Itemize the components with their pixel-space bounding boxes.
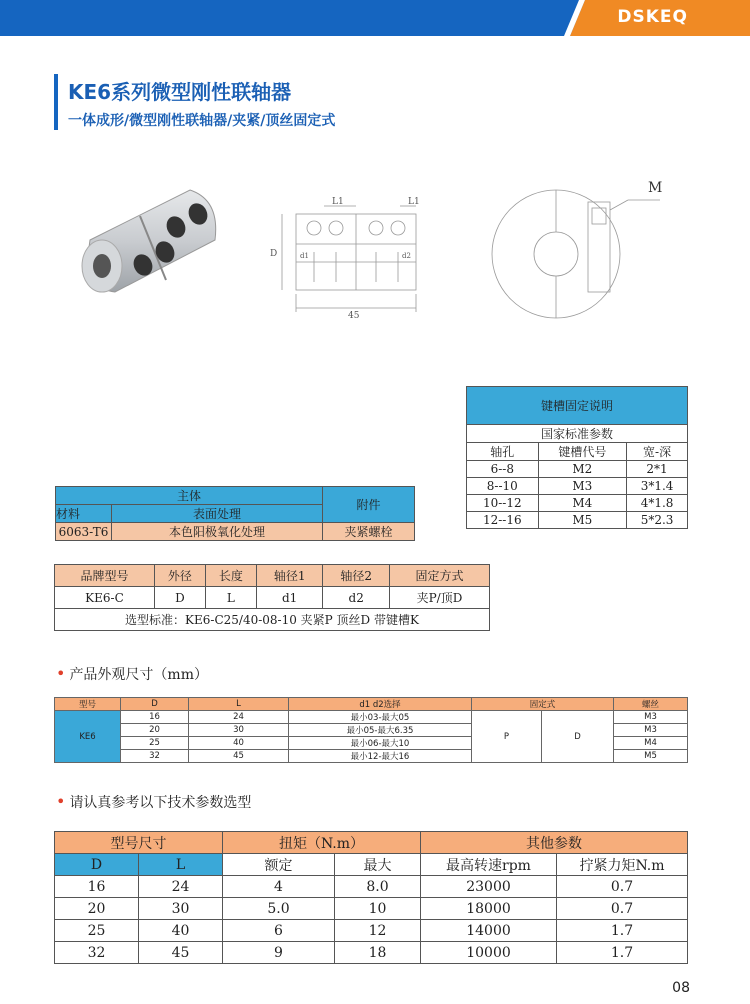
table-cell: 20 — [55, 898, 139, 920]
dims-fix-d: D — [542, 711, 614, 763]
table-cell: 45 — [139, 942, 223, 964]
dims-fix-p: P — [472, 711, 542, 763]
dims-header: 固定式 — [472, 698, 614, 711]
table-cell: M5 — [614, 750, 688, 763]
table-cell: 12--16 — [467, 512, 539, 529]
keyway-subtitle: 国家标准参数 — [467, 425, 688, 443]
bullet-icon: • — [56, 792, 66, 811]
table-cell: 12 — [335, 920, 421, 942]
dims-header: 型号 — [55, 698, 121, 711]
table-cell: 8.0 — [335, 876, 421, 898]
table-cell: 1.7 — [557, 920, 688, 942]
selection-table — [54, 564, 490, 631]
torque-header: 最大 — [335, 854, 421, 876]
table-cell: 23000 — [421, 876, 557, 898]
selection-note: 选型标准：KE6-C25/40-08-10 夹紧P 顶丝D 带键槽K — [55, 609, 490, 631]
page-title: KE6系列微型刚性联轴器 — [68, 80, 292, 104]
length-label: 45 — [348, 311, 360, 320]
table-cell: 14000 — [421, 920, 557, 942]
table-cell: M5 — [538, 512, 627, 529]
table-cell: M4 — [538, 495, 627, 512]
dims-header: 螺丝 — [614, 698, 688, 711]
torque-header: 最高转速rpm — [421, 854, 557, 876]
page-number: 08 — [672, 980, 690, 996]
table-cell: 10--12 — [467, 495, 539, 512]
accessory-header: 附件 — [323, 487, 415, 523]
table-row — [55, 920, 688, 942]
torque-header: 拧紧力矩N.m — [557, 854, 688, 876]
l1-left-label: L1 — [332, 197, 344, 207]
material-label: 材料 — [56, 505, 112, 523]
table-cell: M4 — [614, 737, 688, 750]
table-cell: D — [154, 587, 205, 609]
table-cell: 10 — [335, 898, 421, 920]
table-cell: 16 — [121, 711, 189, 724]
table-cell: 16 — [55, 876, 139, 898]
table-cell: 24 — [139, 876, 223, 898]
table-cell: M3 — [614, 711, 688, 724]
table-cell: 32 — [55, 942, 139, 964]
keyway-header: 宽-深 — [627, 443, 688, 461]
table-cell: M2 — [538, 461, 627, 478]
table-cell: 最小06-最大10 — [289, 737, 472, 750]
table-cell: 8--10 — [467, 478, 539, 495]
table-cell: M3 — [538, 478, 627, 495]
table-row — [55, 876, 688, 898]
selection-header: 长度 — [205, 565, 256, 587]
table-cell: 0.7 — [557, 876, 688, 898]
table-cell: 1.7 — [557, 942, 688, 964]
keyway-header: 键槽代号 — [538, 443, 627, 461]
table-cell: 夹P/顶D — [389, 587, 489, 609]
table-cell: 2*1 — [627, 461, 688, 478]
table-cell: 9 — [223, 942, 335, 964]
table-cell: 0.7 — [557, 898, 688, 920]
table-cell: 最小03-最大05 — [289, 711, 472, 724]
table-row — [467, 461, 688, 478]
table-cell: 4*1.8 — [627, 495, 688, 512]
main-body-header: 主体 — [56, 487, 323, 505]
section-parameters-heading — [56, 792, 251, 812]
table-cell: 5*2.3 — [627, 512, 688, 529]
dims-header: d1 d2选择 — [289, 698, 472, 711]
table-cell: 4 — [223, 876, 335, 898]
torque-header: 额定 — [223, 854, 335, 876]
accessory-value: 夹紧螺栓 — [323, 523, 415, 541]
keyway-table — [466, 386, 688, 529]
torque-table — [54, 831, 688, 964]
table-cell: 18 — [335, 942, 421, 964]
d1-label: d1 — [300, 252, 309, 260]
table-cell: 20 — [121, 724, 189, 737]
bullet-icon: • — [56, 664, 66, 683]
table-row — [467, 512, 688, 529]
table-cell: 最小05-最大6.35 — [289, 724, 472, 737]
table-cell: 32 — [121, 750, 189, 763]
selection-header: 外径 — [154, 565, 205, 587]
keyway-header: 轴孔 — [467, 443, 539, 461]
torque-header: L — [139, 854, 223, 876]
brand-logo: DSKEQ — [617, 7, 688, 27]
l1-right-label: L1 — [408, 197, 420, 207]
group-size-header: 型号尺寸 — [55, 832, 223, 854]
table-cell: L — [205, 587, 256, 609]
m-label: M — [648, 180, 663, 196]
table-cell: 30 — [189, 724, 289, 737]
d-label: D — [270, 249, 278, 259]
section-parameters-label: 请认真参考以下技术参数选型 — [69, 795, 252, 811]
table-cell: KE6-C — [55, 587, 155, 609]
table-cell: 10000 — [421, 942, 557, 964]
group-torque-header: 扭矩（N.m） — [223, 832, 421, 854]
material-value: 6063-T6 — [56, 523, 112, 541]
table-cell: 45 — [189, 750, 289, 763]
table-cell: 24 — [189, 711, 289, 724]
coupling-end-drawing — [488, 176, 678, 326]
table-row — [55, 898, 688, 920]
dims-header: L — [189, 698, 289, 711]
table-row — [55, 587, 490, 609]
page-subtitle: 一体成形/微型刚性联轴器/夹紧/顶丝固定式 — [68, 113, 336, 129]
table-cell: 40 — [139, 920, 223, 942]
table-cell: M3 — [614, 724, 688, 737]
selection-header: 轴径2 — [323, 565, 390, 587]
table-cell: 25 — [121, 737, 189, 750]
dimensions-table — [54, 697, 688, 763]
table-cell: 6--8 — [467, 461, 539, 478]
table-row — [55, 711, 688, 724]
section-dimensions-heading — [56, 664, 208, 684]
table-cell: 最小12-最大16 — [289, 750, 472, 763]
table-cell: d1 — [256, 587, 323, 609]
table-cell: 5.0 — [223, 898, 335, 920]
material-table — [55, 486, 415, 541]
table-cell: d2 — [323, 587, 390, 609]
section-dimensions-label: 产品外观尺寸（mm） — [69, 667, 208, 683]
group-other-header: 其他参数 — [421, 832, 688, 854]
dims-header: D — [121, 698, 189, 711]
keyway-title: 键槽固定说明 — [467, 387, 688, 425]
table-row — [55, 942, 688, 964]
selection-header: 品牌型号 — [55, 565, 155, 587]
table-cell: 25 — [55, 920, 139, 942]
selection-header: 轴径1 — [256, 565, 323, 587]
surface-value: 本色阳极氧化处理 — [112, 523, 323, 541]
table-row — [467, 478, 688, 495]
d2-label: d2 — [402, 252, 411, 260]
table-cell: 40 — [189, 737, 289, 750]
torque-header: D — [55, 854, 139, 876]
selection-header: 固定方式 — [389, 565, 489, 587]
table-row — [467, 495, 688, 512]
table-cell: 18000 — [421, 898, 557, 920]
table-cell: 3*1.4 — [627, 478, 688, 495]
surface-label: 表面处理 — [112, 505, 323, 523]
table-cell: 6 — [223, 920, 335, 942]
table-cell: 30 — [139, 898, 223, 920]
title-accent-bar — [54, 74, 58, 130]
dims-model: KE6 — [55, 711, 121, 763]
coupling-3d-image — [70, 180, 230, 320]
coupling-side-drawing — [262, 190, 432, 320]
